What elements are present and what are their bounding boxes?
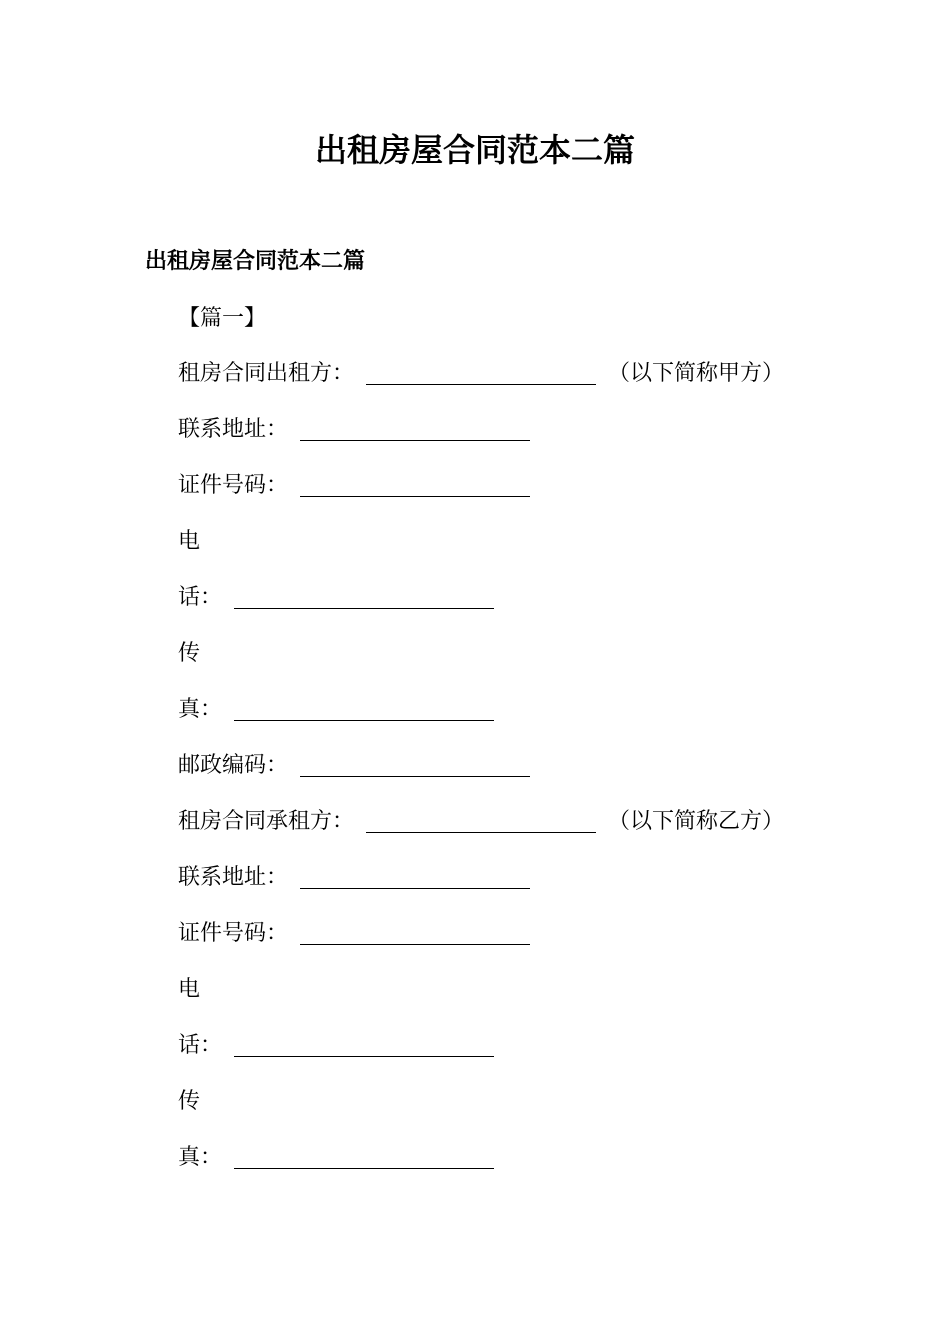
field-label: 话： [178, 585, 223, 610]
field-label: 证件号码： [178, 473, 289, 498]
field-row [178, 582, 784, 638]
fill-in-blank[interactable] [300, 918, 530, 945]
field-label: 真： [178, 1145, 223, 1170]
field-row [178, 1086, 784, 1142]
fill-in-blank[interactable] [300, 414, 530, 441]
fill-in-blank[interactable] [234, 694, 494, 721]
field-row [178, 1030, 784, 1086]
field-label: 租房合同出租方： [178, 361, 355, 386]
field-row [178, 918, 784, 974]
fill-in-blank[interactable] [300, 470, 530, 497]
fill-in-blank[interactable] [234, 1030, 494, 1057]
field-label: 传 [178, 1089, 201, 1114]
field-row [178, 974, 784, 1030]
field-label: 联系地址： [178, 417, 289, 442]
fill-in-blank[interactable] [366, 358, 596, 385]
field-label: 传 [178, 641, 201, 666]
field-label: 电 [178, 529, 201, 554]
fill-in-blank[interactable] [300, 750, 530, 777]
field-row [178, 526, 784, 582]
field-row [178, 750, 784, 806]
field-row [178, 806, 784, 862]
fill-in-blank[interactable] [234, 582, 494, 609]
field-label: 租房合同承租方： [178, 809, 355, 834]
field-row [178, 470, 784, 526]
field-row [178, 694, 784, 750]
field-label: 邮政编码： [178, 753, 289, 778]
part-label: 【篇一】 [178, 306, 267, 331]
field-row [178, 862, 784, 918]
field-row [178, 1142, 784, 1198]
field-label: 联系地址： [178, 865, 289, 890]
document-title: 出租房屋合同范本二篇 [314, 131, 635, 169]
field-label: 话： [178, 1033, 223, 1058]
field-label: 证件号码： [178, 921, 289, 946]
fill-in-blank[interactable] [300, 862, 530, 889]
field-suffix: （以下简称甲方） [608, 361, 785, 386]
field-label: 真： [178, 697, 223, 722]
field-suffix: （以下简称乙方） [608, 809, 785, 834]
section-heading: 出租房屋合同范本二篇 [145, 249, 366, 274]
field-label: 电 [178, 977, 201, 1002]
field-row [178, 414, 784, 470]
contract-field-list [178, 358, 784, 1198]
field-row [178, 358, 784, 414]
field-row [178, 638, 784, 694]
fill-in-blank[interactable] [366, 806, 596, 833]
fill-in-blank[interactable] [234, 1142, 494, 1169]
